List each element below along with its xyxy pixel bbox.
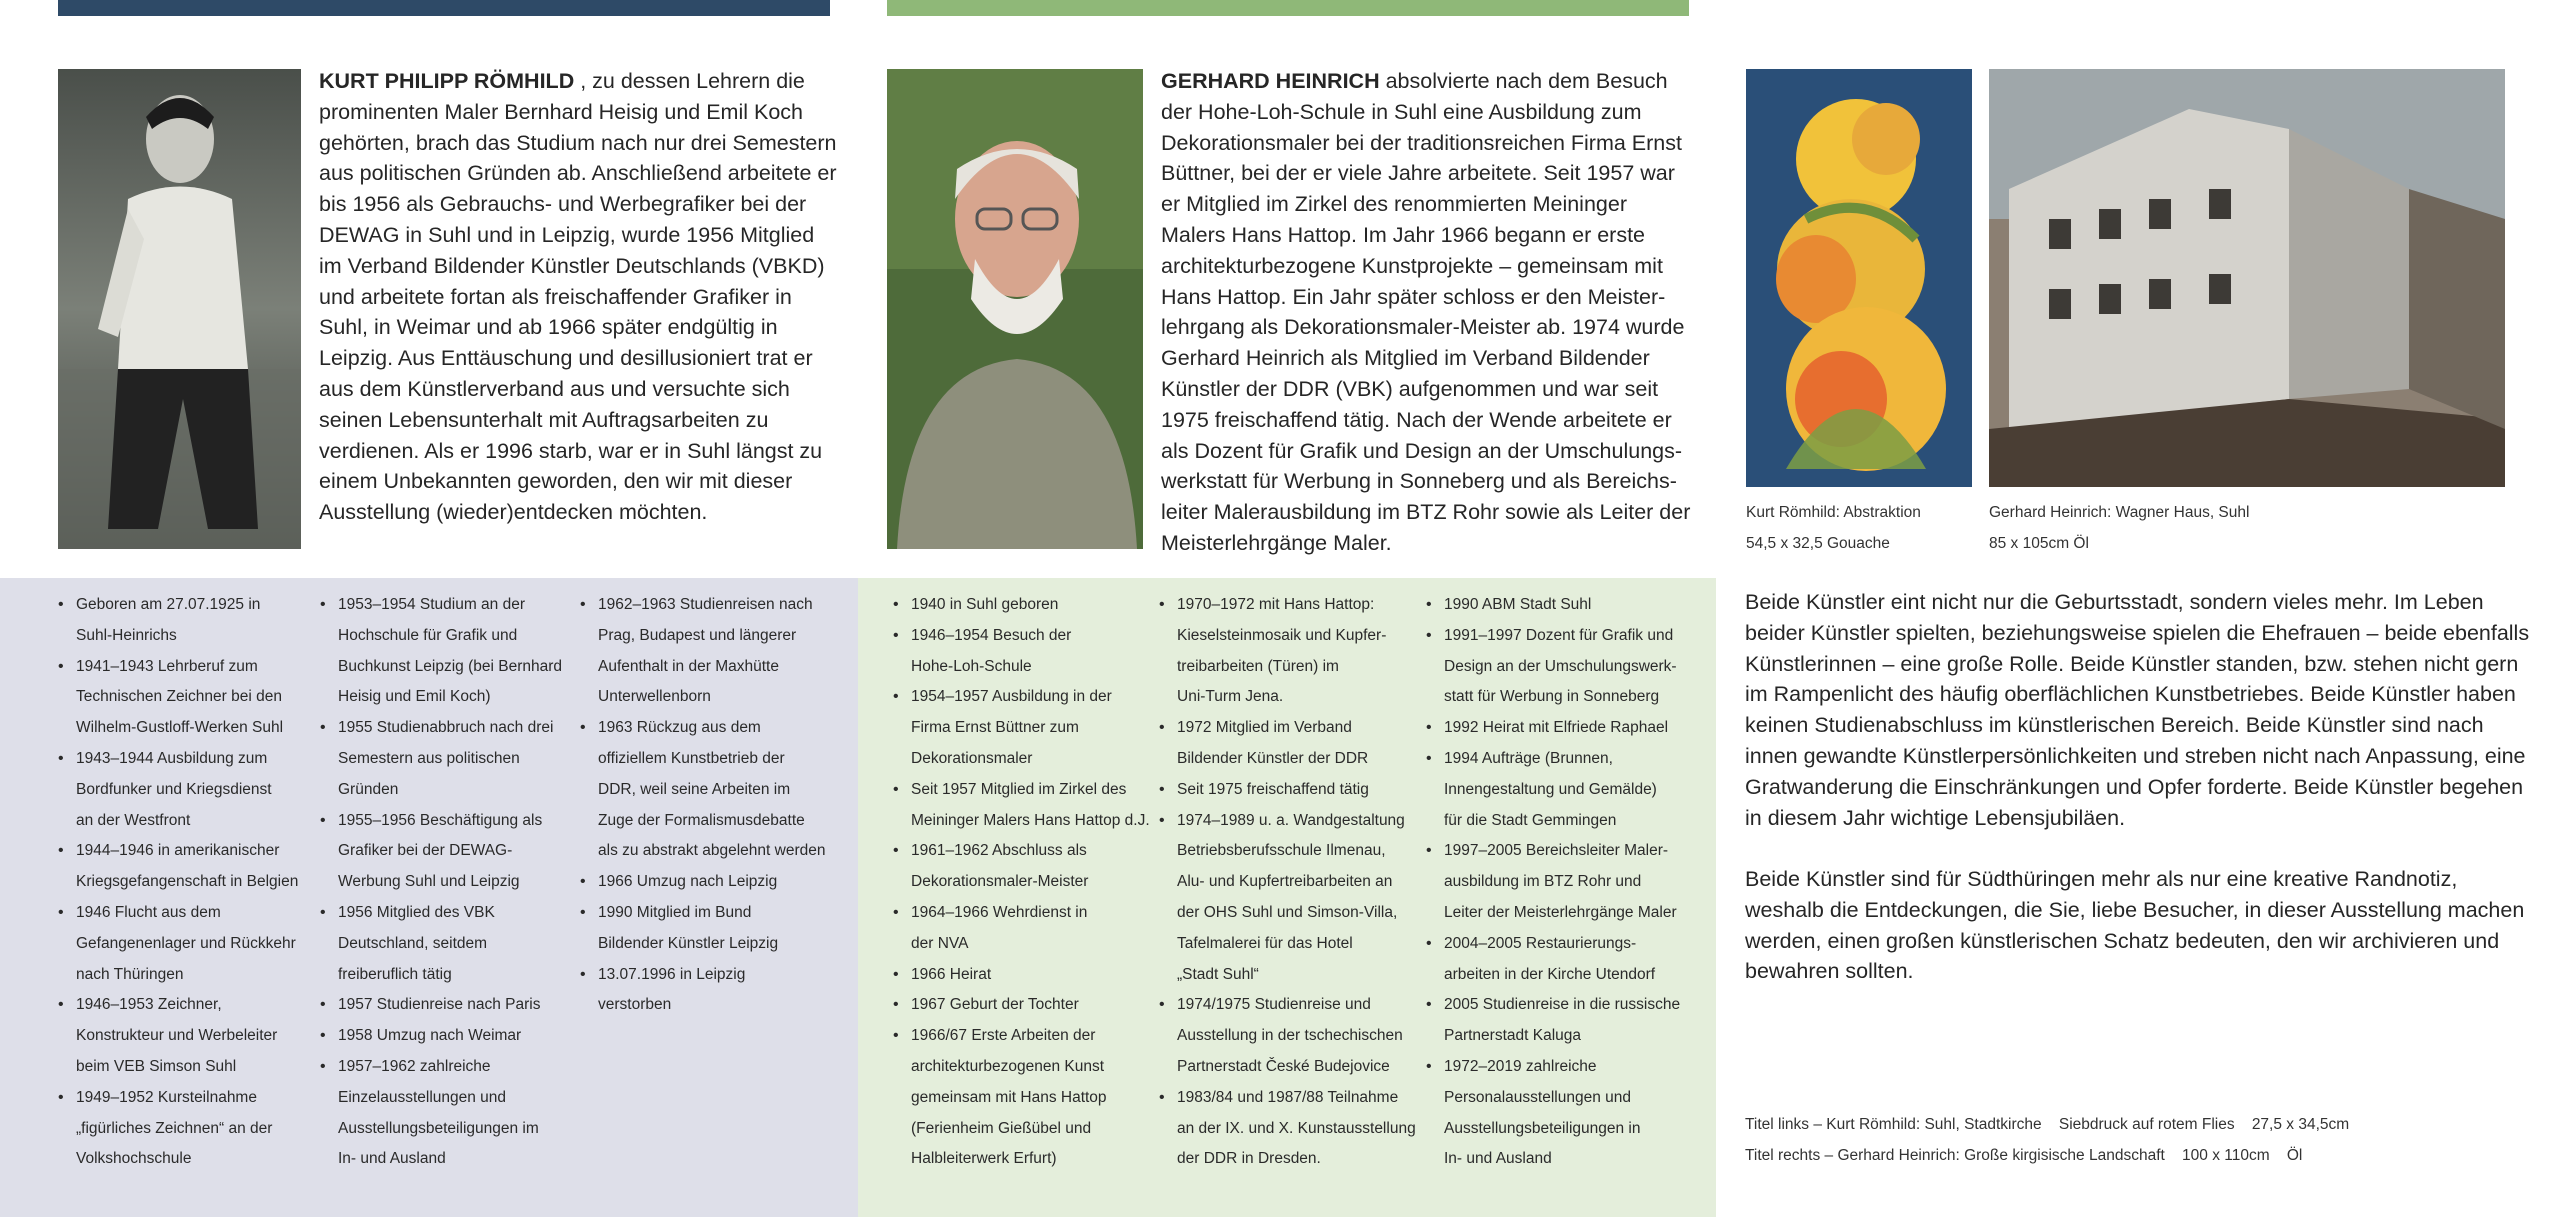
timeline-item: • 1955 Studienabbruch nach drei Semestern aus politischen Gründen: [320, 713, 582, 805]
timeline-item: • 1972–2019 zahlreiche Personalausstellungen und Ausstellungsbeteiligungen in In- und Ausland: [1426, 1052, 1706, 1175]
timeline-item: • 1943–1944 Ausbildung zum Bordfunker und Kriegsdienst an der Westfront: [58, 744, 308, 836]
timeline-item: • 1944–1946 in amerikanischer Kriegsgefangenschaft in Belgien: [58, 836, 308, 898]
timeline-item: • 2004–2005 Restaurierungs- arbeiten in der Kirche Utendorf: [1426, 929, 1706, 991]
timeline-item: • 1983/84 und 1987/88 Teilnahme an der IX. und X. Kunstausstellung der DDR in Dresden.: [1159, 1083, 1424, 1175]
bio-roemhild-name: KURT PHILIPP RÖMHILD: [319, 69, 575, 93]
timeline-heinrich-col2: [1159, 590, 1424, 1175]
timeline-heinrich-col3: [1426, 590, 1706, 1175]
timeline-item: • 1940 in Suhl geboren: [893, 590, 1155, 621]
timeline-item: • 1953–1954 Studium an der Hochschule für Grafik und Buchkunst Leipzig (bei Bernhard Heisig und Emil Koch): [320, 590, 582, 713]
bio-heinrich-text: absolvierte nach dem Besuch der Hohe-Loh-Schule in Suhl eine Ausbildung zum Dekorationsmaler bei der traditionsreichen Firma Ernst Büttner, bei der er viele Jahre arbeitete. Seit 1957 war er Mitglied im Zirkel des renommierten Meininger Malers Hans Hattop. Im Jahr 1966 begann er erste architekturbezogene Kunstprojekte – gemeinsam mit Hans Hattop. Ein Jahr später schloss er den Meisterlehrgang als Dekorationsmaler-Meister ab. 1974 wurde Gerhard Heinrich als Mitglied im Verband Bildender Künstler der DDR (VBK) aufgenommen und war seit 1975 freischaffend tätig. Nach der Wende arbeitete er als Dozent für Grafik und Design an der Umschulungswerkstatt für Werbung in Sonneberg und als Bereichsleiter Malerausbildung im BTZ Rohr sowie als Leiter der Meisterlehrgänge Maler.: [1161, 69, 1691, 555]
timeline-roemhild-col1: [58, 590, 308, 1175]
timeline-item: • 1941–1943 Lehrberuf zum Technischen Zeichner bei den Wilhelm-Gustloff-Werken Suhl: [58, 652, 308, 744]
timeline-item: • 1966 Umzug nach Leipzig: [580, 867, 840, 898]
artwork-abstraktion: [1746, 69, 1972, 487]
timeline-item: • 1966/67 Erste Arbeiten der architekturbezogenen Kunst gemeinsam mit Hans Hattop (Ferienheim Gießübel und Halbleiterwerk Erfurt): [893, 1021, 1155, 1175]
timeline-item: • 1962–1963 Studienreisen nach Prag, Budapest und längerer Aufenthalt in der Maxhütte Unterwellenborn: [580, 590, 840, 713]
timeline-item: • 1966 Heirat: [893, 960, 1155, 991]
middle-top-bar: [887, 0, 1689, 16]
timeline-item: • 1964–1966 Wehrdienst in der NVA: [893, 898, 1155, 960]
timeline-item: • 2005 Studienreise in die russische Partnerstadt Kaluga: [1426, 990, 1706, 1052]
artwork-wagner-haus: [1989, 69, 2505, 487]
timeline-item: • 1991–1997 Dozent für Grafik und Design an der Umschulungswerk- statt für Werbung in Sonneberg: [1426, 621, 1706, 713]
credit-title-left: Titel links – Kurt Römhild: Suhl, Stadtkirche Siebdruck auf rotem Flies 27,5 x 34,5cm: [1745, 1116, 2350, 1133]
portrait-heinrich: [887, 69, 1143, 549]
timeline-item: • 1956 Mitglied des VBK Deutschland, seitdem freiberuflich tätig: [320, 898, 582, 990]
bio-heinrich-name: GERHARD HEINRICH: [1161, 69, 1380, 93]
timeline-item: • 1958 Umzug nach Weimar: [320, 1021, 582, 1052]
timeline-item: • 1961–1962 Abschluss als Dekorationsmaler-Meister: [893, 836, 1155, 898]
bio-heinrich: [1161, 66, 1696, 559]
paragraph-comparison: Beide Künstler eint nicht nur die Geburtsstadt, sondern vieles mehr. Im Leben beider Künstler spielten, beziehungsweise spielen die Ehefrauen – beide ebenfalls Künstlerinnen – eine große Rolle. Beide Künstler standen, bzw. stehen nicht gern im Rampenlicht des häufig oberflächlichen Kunstbetriebes. Beide Künstler haben keinen Studienabschluss im künstlerischen Bereich. Beide Künstler sind nach innen gewandte Künstlerpersönlichkeiten und streben nicht nach Anpassung, eine Gratwanderung die Einschränkungen und Opfer forderte. Beide Künstler begehen in diesem Jahr wichtige Lebensjubiläen.: [1745, 590, 2530, 830]
timeline-item: • 1974/1975 Studienreise und Ausstellung in der tschechischen Partnerstadt České Budejovice: [1159, 990, 1424, 1082]
timeline-item: • 1990 ABM Stadt Suhl: [1426, 590, 1706, 621]
caption-abstraktion: Kurt Römhild: Abstraktion 54,5 x 32,5 Gouache: [1746, 504, 1921, 552]
timeline-item: • 1957 Studienreise nach Paris: [320, 990, 582, 1021]
timeline-item: • 1997–2005 Bereichsleiter Maler- ausbildung im BTZ Rohr und Leiter der Meisterlehrgänge Maler: [1426, 836, 1706, 928]
paragraph-conclusion: Beide Künstler sind für Südthüringen mehr als nur eine kreative Randnotiz, weshalb die Entdeckungen, die Sie, liebe Besucher, in dieser Ausstellung machen werden, einen großen künstlerischen Schatz bedeuten, den wir archivieren und bewahren sollten.: [1745, 867, 2525, 984]
timeline-item: • 13.07.1996 in Leipzig verstorben: [580, 960, 840, 1022]
timeline-roemhild-col2: [320, 590, 582, 1175]
timeline-item: • 1955–1956 Beschäftigung als Grafiker bei der DEWAG- Werbung Suhl und Leipzig: [320, 806, 582, 898]
timeline-item: • 1957–1962 zahlreiche Einzelausstellungen und Ausstellungsbeteiligungen im In- und Ausland: [320, 1052, 582, 1175]
bio-roemhild-text: , zu dessen Lehrern die prominenten Maler Bernhard Heisig und Emil Koch gehörten, brach das Studium nach nur drei Semestern aus politischen Gründen ab. Anschließend arbeitete er bis 1956 als Gebrauchs- und Werbegrafiker bei der DEWAG in Suhl und in Leipzig, wurde 1956 Mitglied im Verband Bildender Künstler Deutschlands (VBKD) und arbeitete fortan als freischaffender Grafiker in Suhl, in Weimar und ab 1966 später endgültig in Leipzig. Aus Enttäuschung und desillusioniert trat er aus dem Künstlerverband aus und versuchte sich seinen Lebensunterhalt mit Auftragsarbeiten zu verdienen. Als er 1996 starb, war er in Suhl längst zu einem Unbekannten geworden, den wir mit dieser Ausstellung (wieder)entdecken möchten.: [319, 69, 837, 525]
timeline-item: • 1972 Mitglied im Verband Bildender Künstler der DDR: [1159, 713, 1424, 775]
timeline-item: • 1946 Flucht aus dem Gefangenenlager und Rückkehr nach Thüringen: [58, 898, 308, 990]
timeline-item: • 1946–1953 Zeichner, Konstrukteur und Werbeleiter beim VEB Simson Suhl: [58, 990, 308, 1082]
timeline-item: • 1990 Mitglied im Bund Bildender Künstler Leipzig: [580, 898, 840, 960]
credit-title-right: Titel rechts – Gerhard Heinrich: Große kirgisische Landschaft 100 x 110cm Öl: [1745, 1147, 2303, 1164]
timeline-item: • Seit 1975 freischaffend tätig: [1159, 775, 1424, 806]
timeline-item: • Seit 1957 Mitglied im Zirkel des Meininger Malers Hans Hattop d.J.: [893, 775, 1155, 837]
portrait-roemhild: [58, 69, 301, 549]
caption-wagner-haus: Gerhard Heinrich: Wagner Haus, Suhl 85 x 105cm Öl: [1989, 504, 2250, 552]
timeline-item: • 1949–1952 Kursteilnahme „figürliches Zeichnen“ an der Volkshochschule: [58, 1083, 308, 1175]
timeline-item: • 1970–1972 mit Hans Hattop: Kieselsteinmosaik und Kupfer- treibarbeiten (Türen) im Uni-Turm Jena.: [1159, 590, 1424, 713]
timeline-item: • 1974–1989 u. a. Wandgestaltung Betriebsberufsschule Ilmenau, Alu- und Kupfertreibarbeiten an der OHS Suhl und Simson-Villa, Tafelmalerei für das Hotel „Stadt Suhl“: [1159, 806, 1424, 991]
timeline-item: • Geboren am 27.07.1925 in Suhl-Heinrichs: [58, 590, 308, 652]
timeline-item: • 1994 Aufträge (Brunnen, Innengestaltung und Gemälde) für die Stadt Gemmingen: [1426, 744, 1706, 836]
timeline-item: • 1992 Heirat mit Elfriede Raphael: [1426, 713, 1706, 744]
timeline-item: • 1946–1954 Besuch der Hohe-Loh-Schule: [893, 621, 1155, 683]
timeline-item: • 1967 Geburt der Tochter: [893, 990, 1155, 1021]
bio-roemhild: [319, 66, 839, 528]
timeline-item: • 1963 Rückzug aus dem offiziellem Kunstbetrieb der DDR, weil seine Arbeiten im Zuge der Formalismusdebatte als zu abstrakt abgelehnt werden: [580, 713, 840, 867]
timeline-roemhild-col3: [580, 590, 840, 1021]
timeline-heinrich-col1: [893, 590, 1155, 1175]
timeline-item: • 1954–1957 Ausbildung in der Firma Ernst Büttner zum Dekorationsmaler: [893, 682, 1155, 774]
left-top-bar: [58, 0, 830, 16]
